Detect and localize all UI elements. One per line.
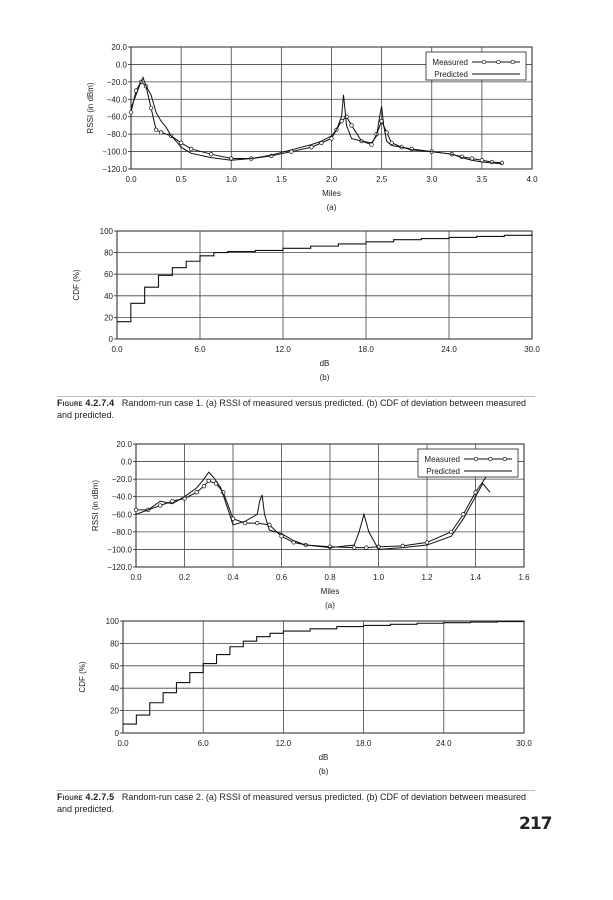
measured-point — [207, 479, 211, 483]
y-tick-label: 0 — [114, 729, 119, 738]
legend-label-predicted: Predicted — [426, 467, 460, 476]
y-tick-label: −80.0 — [111, 527, 132, 537]
measured-point — [158, 504, 162, 508]
y-tick-label: 0.0 — [115, 60, 127, 70]
x-tick-label: 1.6 — [518, 573, 530, 582]
x-tick-label: 6.0 — [197, 739, 209, 748]
y-tick-label: 20.0 — [111, 43, 127, 52]
panel-label: (b) — [318, 767, 329, 776]
measured-point — [171, 499, 175, 503]
measured-point — [352, 546, 356, 550]
legend-marker — [489, 457, 493, 461]
legend — [418, 449, 518, 477]
chart-panel-2 — [72, 227, 540, 382]
measured-point — [365, 546, 369, 550]
x-tick-label: 2.5 — [376, 175, 388, 184]
measured-point — [179, 141, 183, 145]
x-tick-label: 12.0 — [275, 345, 291, 354]
x-tick-label: 0.0 — [125, 175, 137, 184]
legend-marker — [503, 457, 507, 461]
chart-panel-3 — [91, 440, 530, 610]
legend-marker — [474, 457, 478, 461]
x-tick-label: 0.4 — [227, 573, 239, 582]
x-tick-label: 1.2 — [421, 573, 433, 582]
measured-point — [310, 145, 314, 149]
y-tick-label: −100.0 — [107, 545, 132, 555]
measured-point — [159, 131, 163, 135]
plot-frame — [123, 621, 524, 733]
y-tick-label: 100 — [99, 227, 113, 236]
y-tick-label: −40.0 — [106, 95, 127, 105]
panel-label: (b) — [319, 373, 330, 382]
y-axis-title: RSSI (in dBm) — [86, 82, 95, 134]
y-tick-label: 60 — [110, 661, 119, 671]
measured-point — [195, 491, 199, 495]
x-tick-label: 30.0 — [524, 345, 540, 354]
x-tick-label: 0.6 — [275, 573, 288, 582]
x-axis-title: dB — [319, 359, 330, 368]
figure-label-2: Figure 4.2.7.5 — [57, 792, 115, 802]
y-tick-label: 0.0 — [120, 457, 132, 467]
y-tick-label: −60.0 — [106, 112, 127, 122]
x-tick-label: 3.0 — [426, 175, 438, 184]
y-tick-label: 80 — [110, 639, 119, 649]
x-tick-label: 12.0 — [275, 739, 292, 748]
measured-point — [209, 152, 213, 156]
y-tick-label: −20.0 — [106, 77, 127, 87]
x-tick-label: 24.0 — [436, 739, 452, 748]
measured-point — [425, 541, 429, 545]
y-tick-label: −40.0 — [111, 492, 132, 502]
panel-label: (a) — [325, 601, 335, 610]
x-tick-label: 1.5 — [275, 175, 287, 184]
measured-point — [255, 521, 259, 525]
legend-label-measured: Measured — [432, 58, 468, 67]
x-tick-label: 30.0 — [516, 739, 532, 748]
y-tick-label: −100.0 — [102, 147, 127, 157]
measured-point — [202, 484, 206, 488]
measured-point — [134, 508, 138, 512]
measured-point — [350, 124, 354, 128]
x-tick-label: 6.0 — [194, 345, 206, 354]
figure-label-1: Figure 4.2.7.4 — [57, 398, 115, 408]
figure-caption-1 — [57, 396, 535, 421]
y-tick-label: 80 — [104, 248, 113, 258]
x-axis-title: Miles — [322, 189, 341, 198]
y-axis-title: CDF (%) — [72, 269, 81, 301]
y-tick-label: −120.0 — [102, 165, 127, 174]
legend-marker — [497, 60, 501, 64]
x-axis-title: dB — [318, 753, 329, 762]
y-tick-label: −20.0 — [111, 475, 132, 485]
x-tick-label: 0.0 — [130, 573, 142, 582]
y-axis-title: CDF (%) — [78, 661, 87, 693]
measured-point — [189, 147, 193, 151]
x-tick-label: 4.0 — [526, 175, 538, 184]
legend-label-measured: Measured — [424, 455, 460, 464]
x-axis-title: Miles — [320, 587, 340, 596]
y-axis-title: RSSI (in dBm) — [91, 479, 100, 532]
y-tick-label: −60.0 — [111, 510, 132, 520]
x-tick-label: 1.0 — [372, 573, 385, 582]
measured-point — [449, 530, 453, 534]
y-tick-label: 20.0 — [116, 440, 132, 449]
x-tick-label: 18.0 — [355, 739, 372, 748]
x-tick-label: 3.5 — [476, 175, 488, 184]
y-tick-label: 100 — [105, 617, 119, 626]
figure-caption-text-2: Random-run case 2. (a) RSSI of measured versus predicted. (b) CDF of deviation between measured and predicted. — [57, 792, 527, 814]
figure-caption-2 — [57, 790, 535, 815]
measured-point — [149, 106, 153, 110]
y-tick-label: 20 — [110, 706, 119, 716]
page-number: 217 — [519, 814, 552, 834]
y-tick-label: 0 — [108, 335, 113, 344]
panel-label: (a) — [326, 203, 337, 212]
y-tick-label: 60 — [104, 270, 113, 280]
x-tick-label: 0.8 — [324, 573, 336, 582]
measured-point — [280, 534, 284, 538]
measured-point — [330, 137, 334, 141]
x-tick-label: 0.5 — [175, 175, 187, 184]
plot-frame — [117, 231, 532, 339]
legend-marker — [511, 60, 515, 64]
x-tick-label: 0.0 — [111, 345, 123, 354]
chart-panel-4 — [78, 617, 532, 776]
y-tick-label: 40 — [104, 291, 113, 301]
y-tick-label: −120.0 — [107, 563, 132, 572]
x-tick-label: 1.4 — [469, 573, 482, 582]
x-tick-label: 1.0 — [225, 175, 237, 184]
legend — [426, 52, 526, 80]
x-tick-label: 24.0 — [441, 345, 457, 354]
figure-caption-text-1: Random-run case 1. (a) RSSI of measured versus predicted. (b) CDF of deviation between measured and predicted. — [57, 398, 527, 420]
legend-marker — [482, 60, 486, 64]
measured-point — [154, 128, 158, 132]
x-tick-label: 0.2 — [178, 573, 191, 582]
x-tick-label: 2.0 — [325, 175, 338, 184]
y-tick-label: −80.0 — [106, 130, 127, 140]
y-tick-label: 20 — [104, 313, 113, 323]
x-tick-label: 18.0 — [358, 345, 374, 354]
x-tick-label: 0.0 — [117, 739, 129, 748]
y-tick-label: 40 — [110, 684, 119, 694]
chart-panel-1 — [86, 43, 538, 212]
measured-point — [129, 111, 133, 115]
legend-label-predicted: Predicted — [434, 70, 468, 79]
